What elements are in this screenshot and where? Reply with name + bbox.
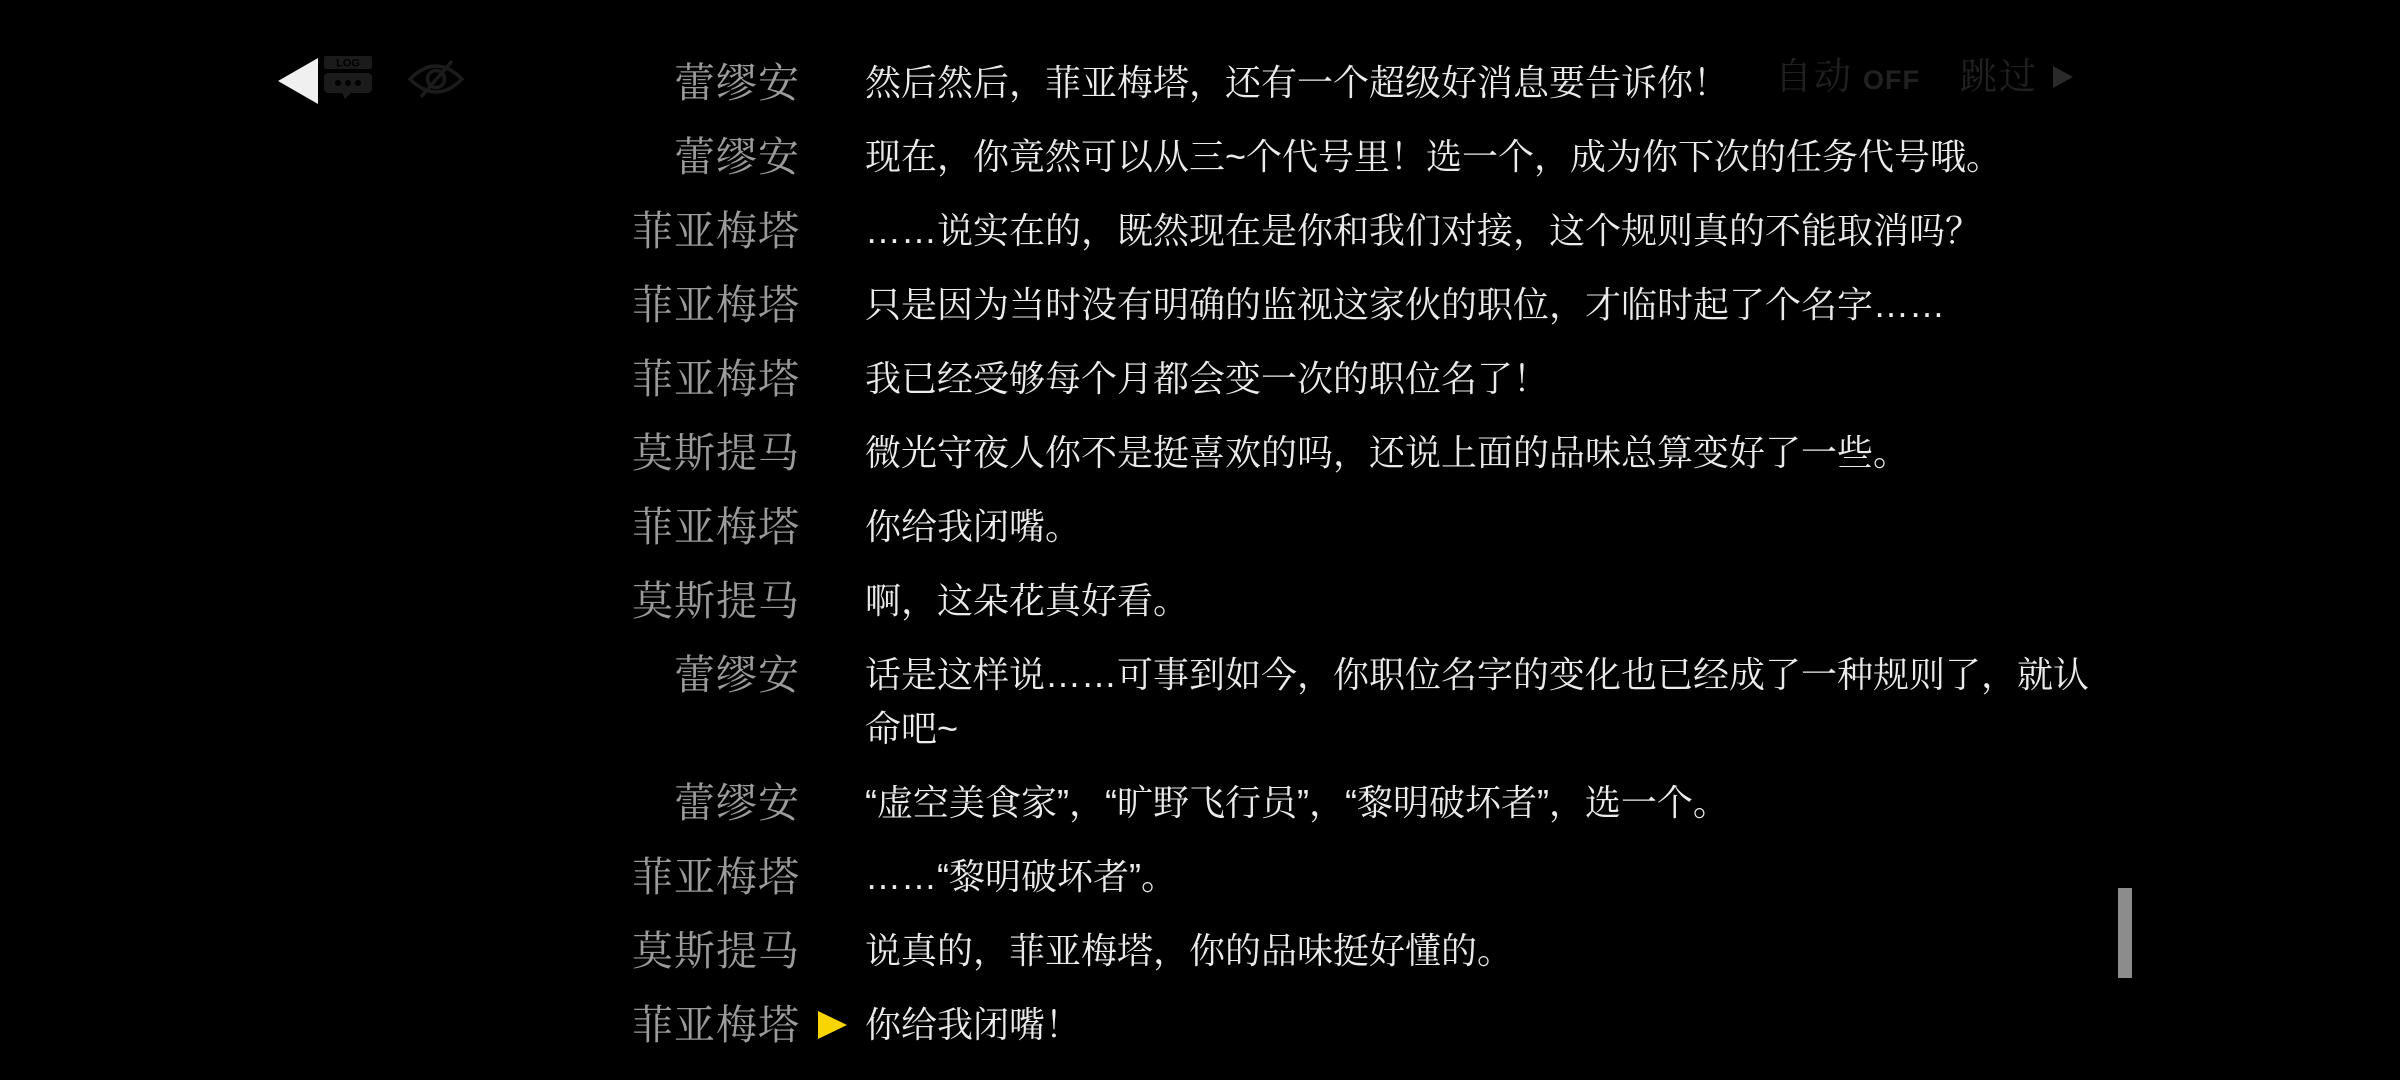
speaker-name: 蕾缪安 [674,652,800,698]
speaker-name: 蕾缪安 [674,780,800,826]
dialogue-text: 你给我闭嘴！ [865,1004,1082,1045]
marker-cell [800,924,865,978]
log-entry [0,776,2112,830]
dialogue-text: 啊，这朵花真好看。 [865,580,1190,621]
dialogue-text: 你给我闭嘴。 [865,506,1082,547]
log-entry [0,850,2112,904]
marker-cell [800,426,865,480]
dialogue-text: 微光守夜人你不是挺喜欢的吗，还说上面的品味总算变好了一些。 [865,432,1910,473]
current-line-arrow-icon [818,1011,847,1039]
speaker-name: 莫斯提马 [632,430,800,476]
marker-cell [800,352,865,406]
dialogue-text: “虚空美食家”，“旷野飞行员”，“黎明破坏者”，选一个。 [865,782,1729,823]
log-entry [0,130,2112,184]
speaker-name: 莫斯提马 [632,578,800,624]
marker-cell [800,776,865,830]
dialogue-text: 话是这样说……可事到如今，你职位名字的变化也已经成了一种规则了，就认命吧~ [865,654,2090,749]
dialogue-text: 现在，你竟然可以从三~个代号里！选一个，成为你下次的任务代号哦。 [865,136,2003,177]
log-entry [0,998,2112,1052]
log-entry [0,56,2112,110]
marker-cell [800,130,865,184]
speaker-name: 菲亚梅塔 [632,282,800,328]
log-entry [0,278,2112,332]
log-icon-label: LOG [336,57,360,70]
speaker-name: 菲亚梅塔 [632,356,800,402]
marker-cell [800,278,865,332]
marker-cell [800,204,865,258]
marker-cell [800,998,865,1052]
marker-cell [800,574,865,628]
skip-label: 跳过 [1960,56,2038,97]
dialogue-text: 然后然后，菲亚梅塔，还有一个超级好消息要告诉你！ [865,62,1730,103]
speaker-name: 菲亚梅塔 [632,504,800,550]
speaker-name: 蕾缪安 [674,60,800,106]
dialogue-text: ……“黎明破坏者”。 [865,856,1177,897]
log-entry [0,500,2112,554]
dialogue-text: 只是因为当时没有明确的监视这家伙的职位，才临时起了个名字…… [865,284,1946,325]
log-entry [0,204,2112,258]
log-entry [0,648,2112,756]
dialogue-text: ……说实在的，既然现在是你和我们对接，这个规则真的不能取消吗？ [865,210,1982,251]
speaker-name: 菲亚梅塔 [632,208,800,254]
marker-cell [800,648,865,702]
marker-cell [800,56,865,110]
log-entry [0,924,2112,978]
marker-cell [800,500,865,554]
speaker-name: 莫斯提马 [632,928,800,974]
log-entry [0,574,2112,628]
auto-label: 自动 [1775,56,1853,97]
log-list [0,56,2112,1072]
log-entry [0,352,2112,406]
auto-state-badge: OFF [1863,65,1920,95]
speaker-name: 菲亚梅塔 [632,854,800,900]
scrollbar-thumb[interactable] [2118,888,2132,978]
speaker-name: 蕾缪安 [674,134,800,180]
dialogue-text: 我已经受够每个月都会变一次的职位名了！ [865,358,1550,399]
marker-cell [800,850,865,904]
dialogue-text: 说真的，菲亚梅塔，你的品味挺好懂的。 [865,930,1514,971]
log-entry [0,426,2112,480]
speaker-name: 菲亚梅塔 [632,1002,800,1048]
